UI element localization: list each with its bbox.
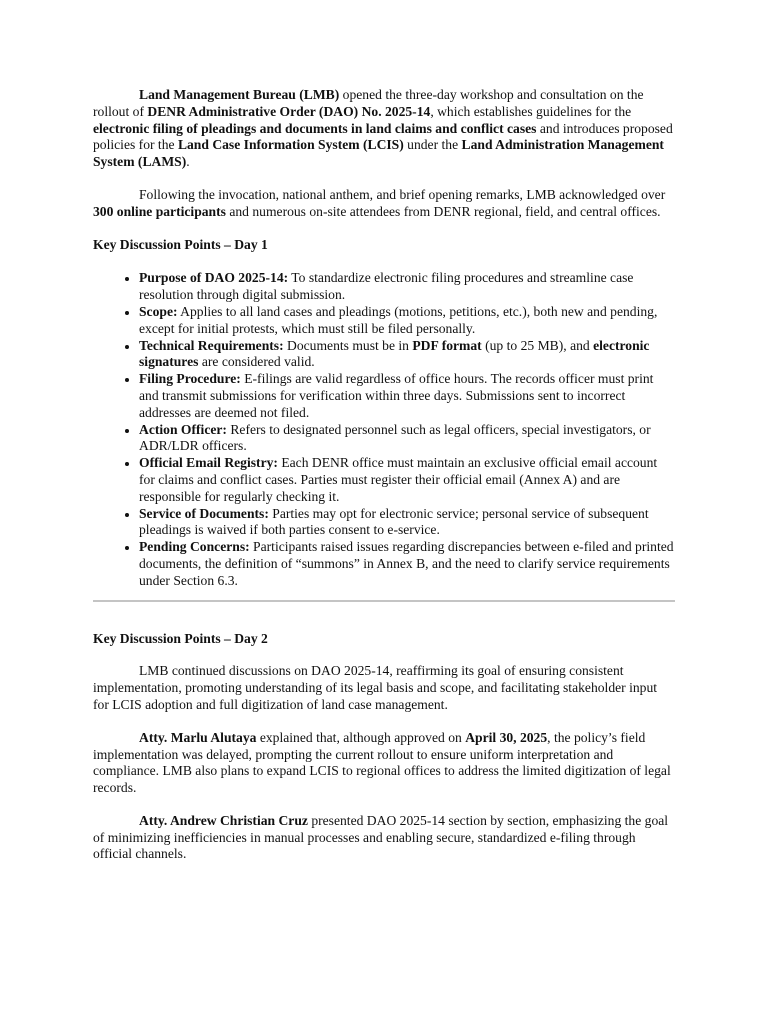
document-page bbox=[93, 87, 675, 863]
list-item: • Filing Procedure: E-filings are valid regardless of office hours. The records officer must print and transmit submissions for verification within three days. Submissions sent to incorrect addresses are deemed not filed. bbox=[139, 371, 675, 421]
intro-paragraph-1: Land Management Bureau (LMB) opened the three-day workshop and consultation on the rollout of DENR Administrative Order (DAO) No. 2025-14, which establishes guidelines for the electronic filing of pleadings and documents in land claims and conflict cases and introduces proposed policies for the Land Case Information System (LCIS) under the Land Administration Management System (LAMS). bbox=[93, 87, 673, 170]
list-item: • Technical Requirements: Documents must be in PDF format (up to 25 MB), and electronic signatures are considered valid. bbox=[139, 338, 675, 372]
list-item: • Purpose of DAO 2025-14: To standardize electronic filing procedures and streamline case resolution through digital submission. bbox=[139, 270, 675, 304]
intro-paragraph-2: Following the invocation, national anthem, and brief opening remarks, LMB acknowledged over 300 online participants and numerous on-site attendees from DENR regional, field, and central offices. bbox=[93, 186, 666, 219]
list-item: • Pending Concerns: Participants raised issues regarding discrepancies between e-filed and printed documents, the definition of “summons” in Annex B, and the need to clarify service requirements under Section 6.3. bbox=[139, 539, 675, 589]
section-divider bbox=[93, 600, 675, 602]
day2-paragraph-2: Atty. Marlu Alutaya explained that, although approved on April 30, 2025, the policy’s field implementation was delayed, prompting the current rollout to ensure uniform interpretation and compliance. LMB also plans to expand LCIS to regional offices to address the limited digitization of legal records. bbox=[93, 729, 671, 796]
day2-paragraph-1: LMB continued discussions on DAO 2025-14, reaffirming its goal of ensuring consistent implementation, promoting understanding of its legal basis and scope, and facilitating stakeholder input for LCIS adoption and full digitization of land case management. bbox=[93, 663, 658, 712]
list-item: • Action Officer: Refers to designated personnel such as legal officers, special investigators, or ADR/LDR officers. bbox=[139, 422, 675, 456]
day1-list bbox=[93, 270, 675, 589]
list-item: • Service of Documents: Parties may opt for electronic service; personal service of subsequent pleadings is waived if both parties consent to e-service. bbox=[139, 506, 675, 540]
day2-heading: Key Discussion Points – Day 2 bbox=[93, 630, 268, 646]
list-item: • Official Email Registry: Each DENR office must maintain an exclusive official email account for claims and conflict cases. Parties must register their official email (Annex A) and are responsible for regularly checking it. bbox=[139, 455, 675, 505]
day2-paragraph-3: Atty. Andrew Christian Cruz presented DAO 2025-14 section by section, emphasizing the goal of minimizing inefficiencies in manual processes and enabling secure, standardized e-filing through official channels. bbox=[93, 812, 669, 862]
day1-heading: Key Discussion Points – Day 1 bbox=[93, 236, 268, 252]
list-item: • Scope: Applies to all land cases and pleadings (motions, petitions, etc.), both new and pending, except for initial protests, which must still be filed personally. bbox=[139, 304, 675, 338]
